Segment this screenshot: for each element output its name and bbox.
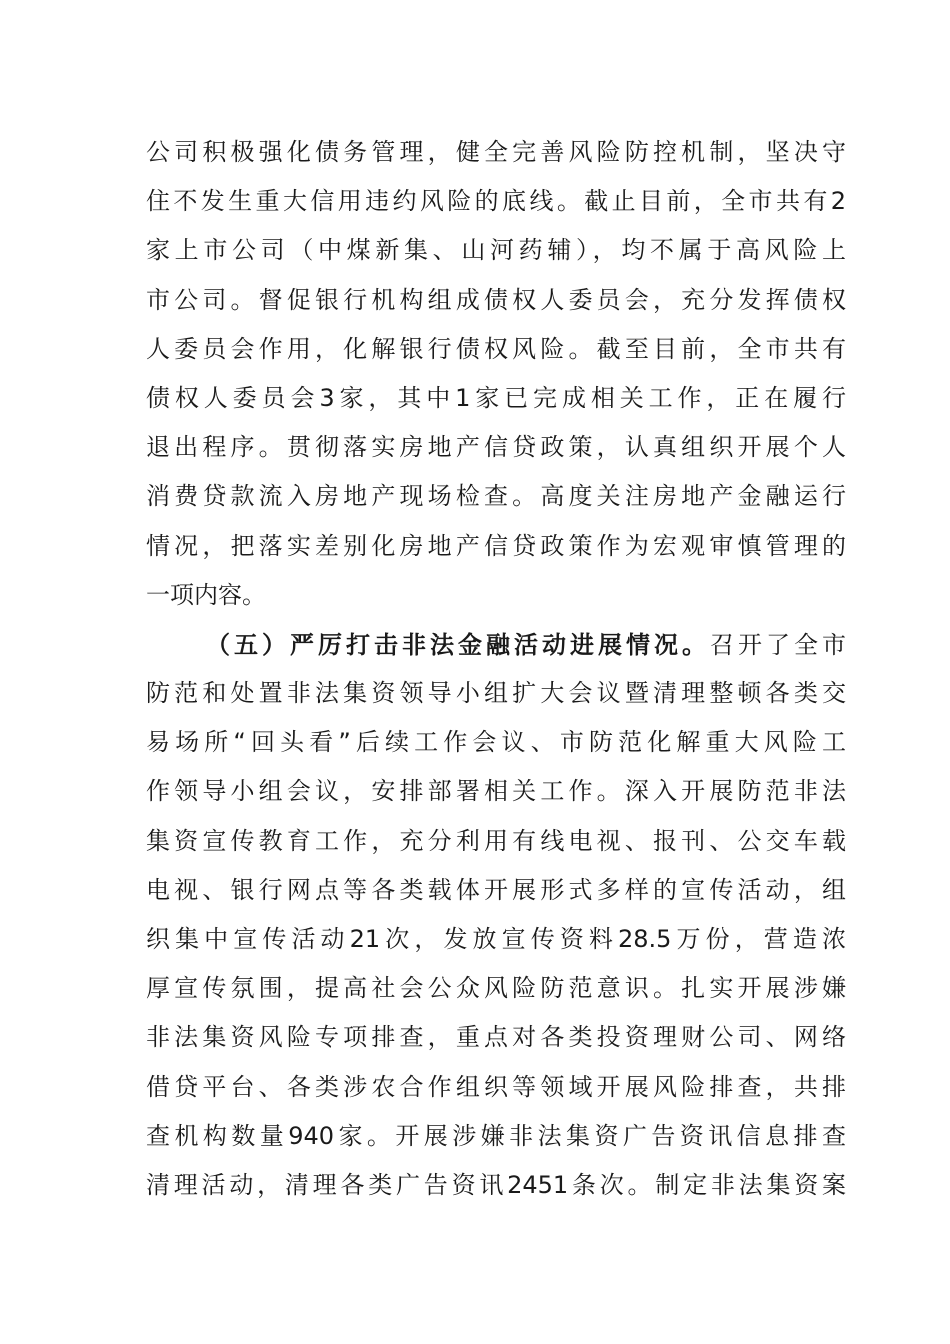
text-line: 易场所“回头看”后续工作会议、市防范化解重大风险工	[146, 728, 846, 757]
text-line: 清理活动，清理各类广告资讯2451条次。制定非法集资案	[146, 1170, 846, 1199]
text-line: 人委员会作用，化解银行债权风险。截至目前，全市共有	[146, 334, 846, 363]
section-5-first-line	[146, 620, 846, 669]
text-line: 防范和处置非法集资领导小组扩大会议暨清理整顿各类交	[146, 679, 846, 708]
text-line: 市公司。督促银行机构组成债权人委员会，充分发挥债权	[146, 285, 846, 314]
text-line: 债权人委员会3家，其中1家已完成相关工作，正在履行	[146, 383, 846, 412]
body-text	[146, 128, 846, 1210]
text-line: 退出程序。贯彻落实房地产信贷政策，认真组织开展个人	[146, 433, 846, 462]
text-line: 情况，把落实差别化房地产信贷政策作为宏观审慎管理的	[146, 531, 846, 560]
text-line: 查机构数量940家。开展涉嫌非法集资广告资讯信息排查	[146, 1121, 846, 1150]
text-line: 一项内容。	[146, 580, 266, 609]
text-line: 公司积极强化债务管理，健全完善风险防控机制，坚决守	[146, 138, 846, 166]
text-line: 集资宣传教育工作，充分利用有线电视、报刊、公交车载	[146, 826, 846, 855]
text-line: 家上市公司（中煤新集、山河药辅），均不属于高风险上	[146, 236, 846, 265]
text-line: 电视、银行网点等各类载体开展形式多样的宣传活动，组	[146, 875, 846, 904]
text-line: 住不发生重大信用违约风险的底线。截止目前，全市共有2	[146, 187, 846, 216]
text-line: 作领导小组会议，安排部署相关工作。深入开展防范非法	[146, 777, 846, 806]
text-line: 厚宣传氛围，提高社会公众风险防范意识。扎实开展涉嫌	[146, 974, 846, 1003]
text-line: 织集中宣传活动21次，发放宣传资料28.5万份，营造浓	[146, 925, 846, 953]
text-line: 消费贷款流入房地产现场检查。高度关注房地产金融运行	[146, 482, 846, 511]
text-line: 借贷平台、各类涉农合作组织等领域开展风险排查，共排	[146, 1072, 846, 1101]
text-line: 非法集资风险专项排查，重点对各类投资理财公司、网络	[146, 1023, 846, 1052]
section-5-heading: （五）严厉打击非法金融活动进展情况。	[206, 629, 710, 659]
section-5-first-line-text: 召开了全市	[710, 630, 846, 659]
